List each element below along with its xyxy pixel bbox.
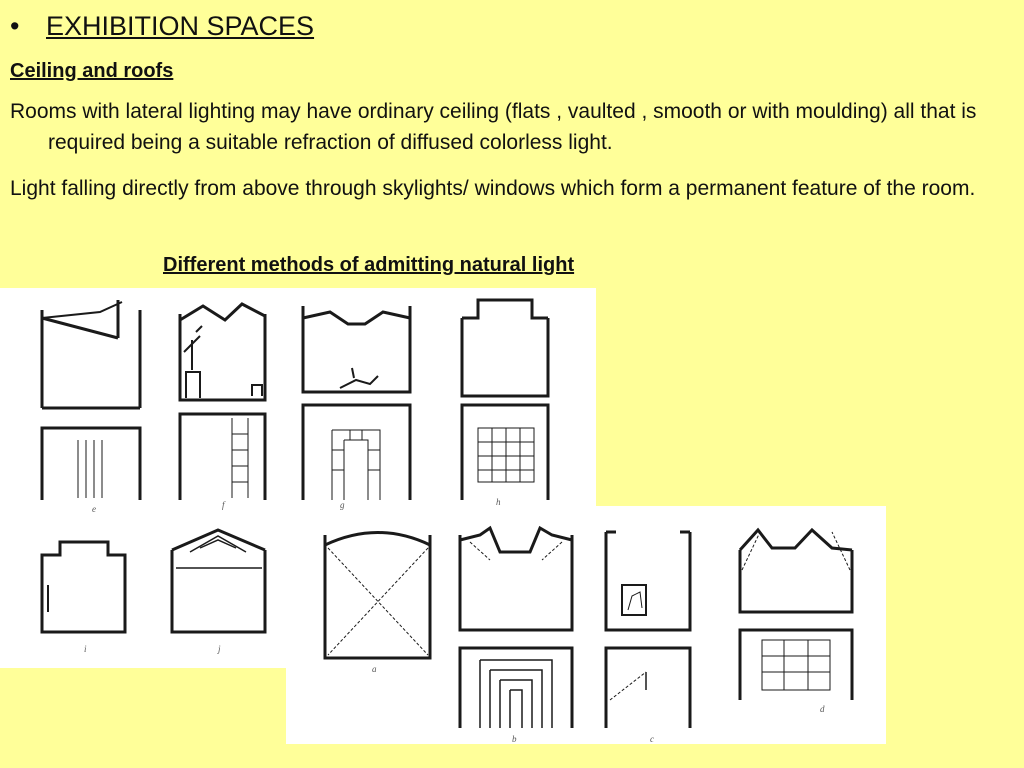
- diagram-d-section: [740, 530, 852, 612]
- diagram-g-plan: [303, 405, 410, 500]
- diagram-h-section: [462, 300, 548, 396]
- title-text: EXHIBITION SPACES: [46, 11, 315, 41]
- diagram-e-section: [42, 300, 140, 408]
- caption-a: a: [372, 664, 377, 674]
- diagram-c-plan: [606, 648, 690, 728]
- diagram-b-section: [460, 528, 572, 630]
- section-heading: Ceiling and roofs: [10, 60, 174, 82]
- bullet: •: [10, 11, 20, 41]
- figure-subheading: Different methods of admitting natural light: [163, 254, 575, 276]
- caption-i: i: [84, 644, 87, 654]
- diagram-h-plan: [462, 405, 548, 500]
- caption-j: j: [218, 644, 221, 654]
- diagram-i-section: [42, 542, 125, 632]
- diagram-d-plan: [740, 630, 852, 700]
- diagram-e-plan: [42, 428, 140, 500]
- diagram-f-section: [180, 304, 265, 400]
- caption-c: c: [650, 734, 654, 744]
- caption-b: b: [512, 734, 517, 744]
- caption-e: e: [92, 504, 96, 514]
- diagram-g-section: [303, 306, 410, 392]
- paragraph-skylights: Light falling directly from above through skylights/ windows which form a permanent feature of the room.: [10, 177, 976, 200]
- diagram-c-section: [606, 532, 690, 630]
- diagram-f-plan: [180, 414, 265, 500]
- caption-g: g: [340, 500, 345, 510]
- paragraph-lateral-lighting: Rooms with lateral lighting may have ordinary ceiling (flats , vaulted , smooth or with moulding) all that is required being a suitable refraction of diffused colorless light.: [10, 100, 977, 154]
- diagram-a-section: [325, 533, 430, 659]
- caption-h: h: [496, 497, 501, 507]
- diagram-b-plan: [460, 648, 572, 728]
- caption-d: d: [820, 704, 825, 714]
- diagram-j-section: [172, 530, 265, 632]
- caption-f: f: [222, 500, 225, 510]
